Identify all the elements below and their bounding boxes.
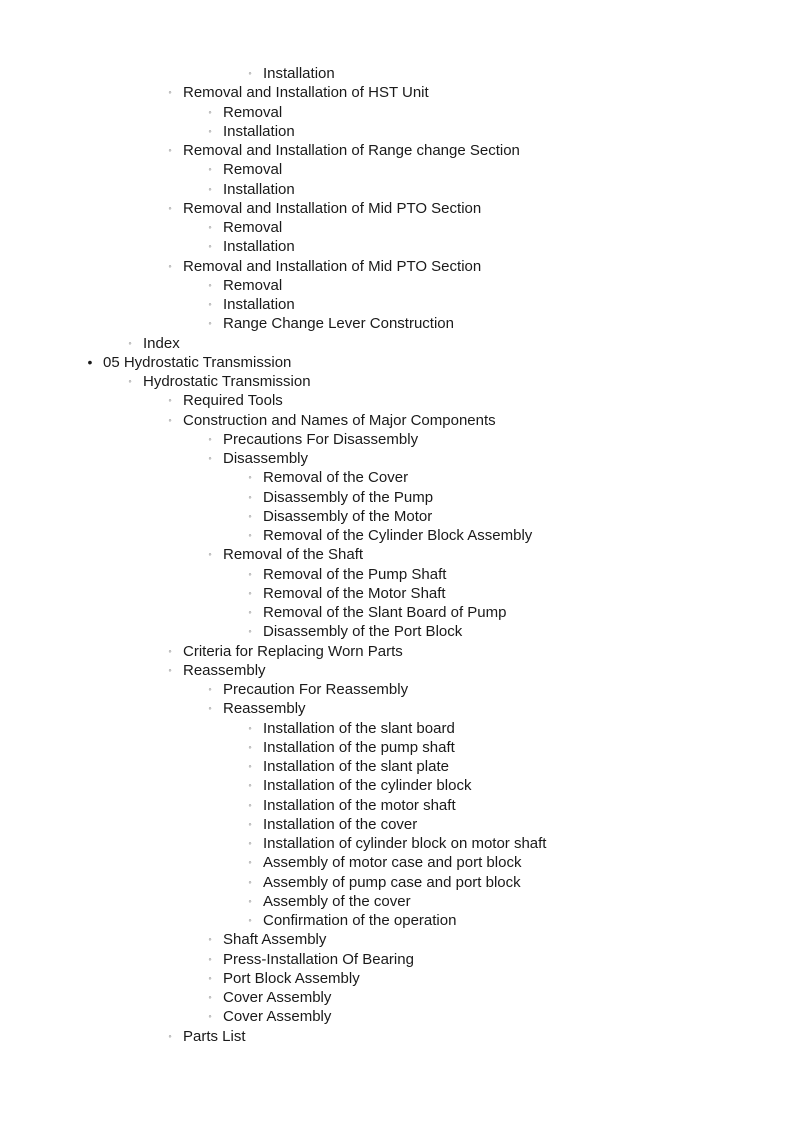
toc-entry-label[interactable]: Construction and Names of Major Components <box>183 411 496 429</box>
toc-entry[interactable] <box>0 892 794 911</box>
bullet-circle-icon: ◦ <box>168 1030 172 1041</box>
bullet-circle-icon: ◦ <box>128 376 132 386</box>
bullet-circle-icon: ◦ <box>168 145 172 155</box>
toc-entry-label[interactable]: Removal of the Pump Shaft <box>263 565 447 583</box>
toc-entry[interactable] <box>0 622 794 641</box>
bullet-circle-icon: ◦ <box>208 1011 212 1022</box>
bullet-circle-icon: ◦ <box>248 761 252 771</box>
toc-entry-label[interactable]: Required Tools <box>183 392 283 410</box>
toc-entry[interactable] <box>0 565 794 584</box>
bullet-circle-icon: ◦ <box>248 915 252 925</box>
toc-entry-label[interactable]: Removal and Installation of Mid PTO Section <box>183 257 482 275</box>
toc-entry[interactable] <box>0 796 794 815</box>
toc-entry-label[interactable]: Criteria for Replacing Worn Parts <box>183 642 403 660</box>
toc-entry-label[interactable]: Installation of the cover <box>263 815 418 833</box>
bullet-circle-icon: ◦ <box>248 741 252 752</box>
toc-entry[interactable] <box>0 334 794 353</box>
toc-entry[interactable] <box>0 468 794 487</box>
toc-entry[interactable] <box>0 738 794 757</box>
toc-entry-label[interactable]: Reassembly <box>183 661 266 679</box>
toc-entry[interactable] <box>0 372 794 391</box>
bullet-circle-icon: ◦ <box>208 125 212 136</box>
toc-entry-label[interactable]: Parts List <box>183 1027 246 1045</box>
bullet-circle-icon: ◦ <box>168 395 172 406</box>
bullet-circle-icon: ◦ <box>208 549 212 560</box>
toc-entry-label[interactable]: Installation of cylinder block on motor shaft <box>263 835 547 852</box>
toc-entry-label[interactable]: Removal and Installation of Mid PTO Section <box>183 199 482 217</box>
toc-entry[interactable] <box>0 526 794 545</box>
toc-entry-label[interactable]: Assembly of pump case and port block <box>263 873 521 891</box>
bullet-circle-icon: ◦ <box>208 164 212 175</box>
toc-entry-label[interactable]: Removal of the Shaft <box>223 546 364 564</box>
toc-entry[interactable] <box>0 950 794 969</box>
bullet-circle-icon: ◦ <box>248 780 252 791</box>
toc-entry[interactable] <box>0 719 794 738</box>
toc-entry-label[interactable]: Installation of the slant plate <box>263 758 449 775</box>
toc-entry[interactable] <box>0 122 794 141</box>
toc-entry[interactable] <box>0 1007 794 1026</box>
bullet-circle-icon: ◦ <box>208 684 212 694</box>
toc-entry[interactable] <box>0 757 794 776</box>
toc-entry[interactable] <box>0 853 794 872</box>
toc-entry[interactable] <box>0 584 794 603</box>
toc-entry-label[interactable]: Removal of the Cover <box>263 469 409 487</box>
toc-entry-label[interactable]: Installation of the slant board <box>263 719 455 737</box>
bullet-circle-icon: ◦ <box>248 857 252 868</box>
toc-entry-label[interactable]: Disassembly of the Pump <box>263 488 434 506</box>
toc-entry-label[interactable]: Removal <box>223 276 283 294</box>
bullet-circle-icon: ◦ <box>208 453 212 463</box>
bullet-circle-icon: ◦ <box>248 472 252 483</box>
toc-entry[interactable] <box>0 83 794 102</box>
toc-entry[interactable] <box>0 276 794 295</box>
toc-entry-label[interactable]: Assembly of motor case and port block <box>263 854 522 872</box>
toc-entry-label[interactable]: Installation <box>223 122 295 140</box>
toc-entry[interactable] <box>0 488 794 507</box>
toc-entry[interactable] <box>0 353 794 372</box>
toc-entry[interactable] <box>0 680 794 699</box>
toc-entry[interactable] <box>0 64 794 83</box>
toc-entry-label[interactable]: Removal of the Slant Board of Pump <box>263 604 507 621</box>
toc-entry[interactable] <box>0 449 794 468</box>
toc-entry-label[interactable]: Hydrostatic Transmission <box>143 373 311 390</box>
bullet-circle-icon: ◦ <box>208 953 212 964</box>
toc-entry-label[interactable]: Precaution For Reassembly <box>223 681 409 698</box>
bullet-circle-icon: ◦ <box>168 202 172 213</box>
toc-entry[interactable] <box>0 218 794 237</box>
bullet-circle-icon: ◦ <box>168 645 172 656</box>
toc-entry-label[interactable]: Removal <box>223 219 283 236</box>
toc-entry[interactable] <box>0 815 794 834</box>
bullet-circle-icon: ◦ <box>208 703 212 714</box>
toc-entry-label[interactable]: Shaft Assembly <box>223 931 327 949</box>
bullet-circle-icon: ◦ <box>248 530 252 540</box>
toc-entry[interactable] <box>0 988 794 1007</box>
toc-entry[interactable] <box>0 411 794 430</box>
toc-entry-label[interactable]: Installation <box>263 65 335 82</box>
bullet-circle-icon: ◦ <box>248 607 252 617</box>
toc-entry-label[interactable]: Assembly of the cover <box>263 892 411 910</box>
bullet-circle-icon: ◦ <box>208 433 212 444</box>
bullet-circle-icon: ◦ <box>248 587 252 598</box>
bullet-circle-icon: ◦ <box>168 260 172 271</box>
toc-entry[interactable] <box>0 834 794 853</box>
toc-entry-label[interactable]: Disassembly <box>223 450 309 467</box>
bullet-circle-icon: ◦ <box>208 299 212 309</box>
toc-entry-label[interactable]: Removal and Installation of HST Unit <box>183 84 429 102</box>
toc-entry[interactable] <box>0 873 794 892</box>
toc-entry-label[interactable]: Installation of the cylinder block <box>263 777 472 795</box>
bullet-circle-icon: ◦ <box>248 722 252 733</box>
bullet-circle-icon: ◦ <box>168 414 172 425</box>
toc-entry-label[interactable]: Range Change Lever Construction <box>223 315 454 333</box>
toc-entry-label[interactable]: Reassembly <box>223 700 306 718</box>
bullet-circle-icon: ◦ <box>208 106 212 117</box>
toc-entry[interactable] <box>0 699 794 718</box>
bullet-circle-icon: ◦ <box>248 491 252 502</box>
bullet-circle-icon: ◦ <box>248 895 252 906</box>
toc-entry[interactable] <box>0 257 794 276</box>
toc-entry-label[interactable]: Cover Assembly <box>223 1008 332 1026</box>
toc-entry-label[interactable]: 05 Hydrostatic Transmission <box>103 353 292 371</box>
toc-entry[interactable] <box>0 911 794 930</box>
toc-entry[interactable] <box>0 295 794 314</box>
toc-entry-label[interactable]: Installation <box>223 296 295 313</box>
toc-entry[interactable] <box>0 776 794 795</box>
toc-entry[interactable] <box>0 661 794 680</box>
bullet-circle-icon: ◦ <box>248 818 252 829</box>
toc-entry[interactable] <box>0 1027 794 1046</box>
bullet-circle-icon: ◦ <box>208 992 212 1002</box>
toc-entry-label[interactable]: Confirmation of the operation <box>263 912 457 929</box>
toc-entry[interactable] <box>0 180 794 199</box>
toc-entry-label[interactable]: Removal <box>223 103 283 121</box>
toc-entry-label[interactable]: Removal of the Motor Shaft <box>263 584 446 602</box>
toc-entry[interactable] <box>0 103 794 122</box>
toc-entry[interactable] <box>0 507 794 526</box>
bullet-circle-icon: ◦ <box>248 510 252 521</box>
bullet-circle-icon: ◦ <box>128 337 132 348</box>
bullet-circle-icon: ◦ <box>208 934 212 945</box>
toc-entry-label[interactable]: Installation of the pump shaft <box>263 738 455 756</box>
toc-entry-label[interactable]: Cover Assembly <box>223 989 332 1006</box>
toc-entry-label[interactable]: Removal of the Cylinder Block Assembly <box>263 527 533 544</box>
toc-entry-label[interactable]: Disassembly of the Port Block <box>263 623 463 641</box>
toc-entry[interactable] <box>0 545 794 564</box>
toc-entry-label[interactable]: Installation <box>223 238 295 256</box>
toc-entry-label[interactable]: Index <box>143 334 180 352</box>
bullet-circle-icon: ◦ <box>208 222 212 232</box>
bullet-circle-icon: ◦ <box>208 318 212 329</box>
toc-entry[interactable] <box>0 141 794 160</box>
bullet-circle-icon: ◦ <box>248 799 252 810</box>
toc-entry[interactable] <box>0 391 794 410</box>
bullet-circle-icon: ◦ <box>248 568 252 579</box>
toc-entry[interactable] <box>0 969 794 988</box>
toc-entry-label[interactable]: Installation of the motor shaft <box>263 796 456 814</box>
toc-entry[interactable] <box>0 430 794 449</box>
bullet-circle-icon: ◦ <box>168 664 172 675</box>
bullet-circle-icon: ◦ <box>168 87 172 98</box>
bullet-circle-icon: ◦ <box>208 241 212 252</box>
toc-entry-label[interactable]: Removal and Installation of Range change Section <box>183 142 520 159</box>
bullet-circle-icon: ◦ <box>248 876 252 887</box>
toc-entry-label[interactable]: Precautions For Disassembly <box>223 430 419 448</box>
toc-entry[interactable] <box>0 160 794 179</box>
bullet-circle-icon: ◦ <box>208 972 212 983</box>
toc-entry[interactable] <box>0 603 794 622</box>
toc-entry[interactable] <box>0 314 794 333</box>
toc-entry[interactable] <box>0 642 794 661</box>
bullet-disc-icon: • <box>87 353 93 370</box>
toc-entry[interactable] <box>0 237 794 256</box>
bullet-circle-icon: ◦ <box>248 68 252 78</box>
toc-entry-label[interactable]: Port Block Assembly <box>223 969 360 987</box>
toc-entry-label[interactable]: Removal <box>223 161 283 179</box>
toc-entry-label[interactable]: Press-Installation Of Bearing <box>223 950 414 968</box>
bullet-circle-icon: ◦ <box>208 183 212 194</box>
toc-entry-label[interactable]: Installation <box>223 180 295 198</box>
toc-entry[interactable] <box>0 930 794 949</box>
toc-entry[interactable] <box>0 199 794 218</box>
toc-entry-label[interactable]: Disassembly of the Motor <box>263 507 433 525</box>
bullet-circle-icon: ◦ <box>248 626 252 637</box>
table-of-contents <box>0 64 794 1046</box>
bullet-circle-icon: ◦ <box>208 279 212 290</box>
bullet-circle-icon: ◦ <box>248 838 252 848</box>
